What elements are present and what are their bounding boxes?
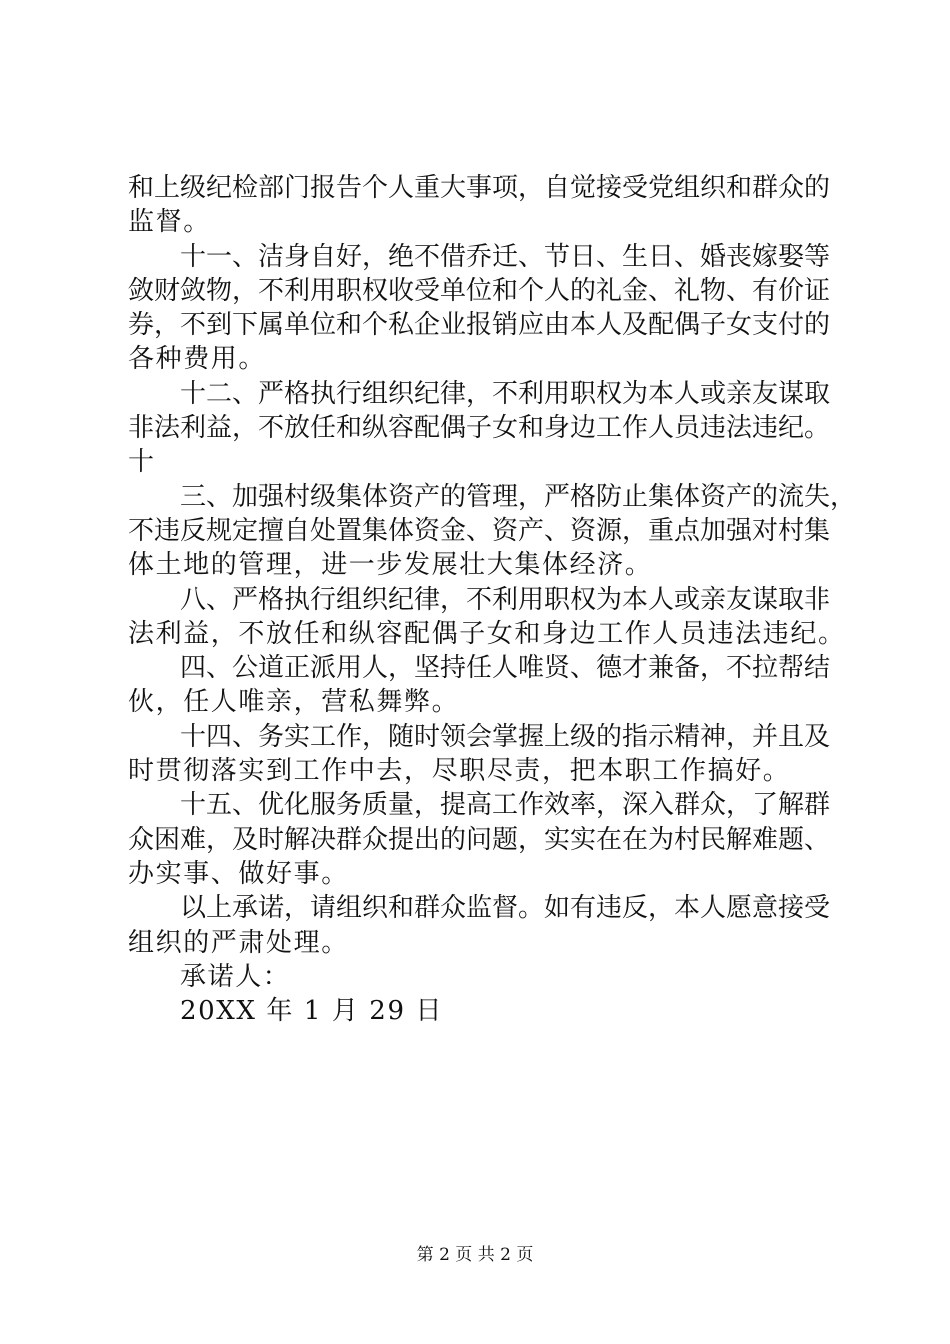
text-line: 承诺人： xyxy=(180,961,291,992)
text-line: 体土地的管理，进一步发展壮大集体经济。 xyxy=(128,550,653,581)
text-line: 不违反规定擅自处置集体资金、资产、资源，重点加强对村集 xyxy=(128,515,831,546)
text-line: 众困难，及时解决群众提出的问题，实实在在为村民解难题、 xyxy=(128,824,831,855)
text-line: 监督。 xyxy=(128,207,211,238)
text-line: 十一、洁身自好，绝不借乔迁、节日、生日、婚丧嫁娶等 xyxy=(180,241,831,272)
text-line: 和上级纪检部门报告个人重大事项，自觉接受党组织和群众的 xyxy=(128,173,831,203)
text-line: 办实事、做好事。 xyxy=(128,858,349,889)
text-line: 十 xyxy=(128,447,156,478)
text-line: 十五、优化服务质量，提高工作效率，深入群众，了解群 xyxy=(180,790,831,821)
text-line: 20XX 年 1 月 29 日 xyxy=(180,996,444,1027)
text-line: 各种费用。 xyxy=(128,344,267,375)
text-line: 法利益，不放任和纵容配偶子女和身边工作人员违法违纪。 xyxy=(128,618,846,649)
text-line: 三、加强村级集体资产的管理，严格防止集体资产的流失， xyxy=(180,481,857,512)
document-body xyxy=(128,171,857,1028)
text-line: 八、严格执行组织纪律，不利用职权为本人或亲友谋取非 xyxy=(180,584,831,615)
text-line: 非法利益，不放任和纵容配偶子女和身边工作人员违法违纪。 xyxy=(128,413,831,444)
text-line: 伙，任人唯亲，营私舞弊。 xyxy=(128,687,460,718)
text-line: 券，不到下属单位和个私企业报销应由本人及配偶子女支付的 xyxy=(128,310,831,341)
text-line: 敛财敛物，不利用职权收受单位和个人的礼金、礼物、有价证 xyxy=(128,275,831,306)
text-line: 四、公道正派用人，坚持任人唯贤、德才兼备，不拉帮结 xyxy=(180,653,831,684)
text-line: 以上承诺，请组织和群众监督。如有违反，本人愿意接受 xyxy=(180,893,831,924)
text-line: 时贯彻落实到工作中去，尽职尽责，把本职工作搞好。 xyxy=(128,756,791,787)
page-footer: 第 2 页 共 2 页 xyxy=(416,1245,534,1265)
text-line: 十二、严格执行组织纪律，不利用职权为本人或亲友谋取 xyxy=(180,378,831,409)
text-line: 组织的严肃处理。 xyxy=(128,927,349,958)
text-line: 十四、务实工作，随时领会掌握上级的指示精神，并且及 xyxy=(180,721,831,752)
